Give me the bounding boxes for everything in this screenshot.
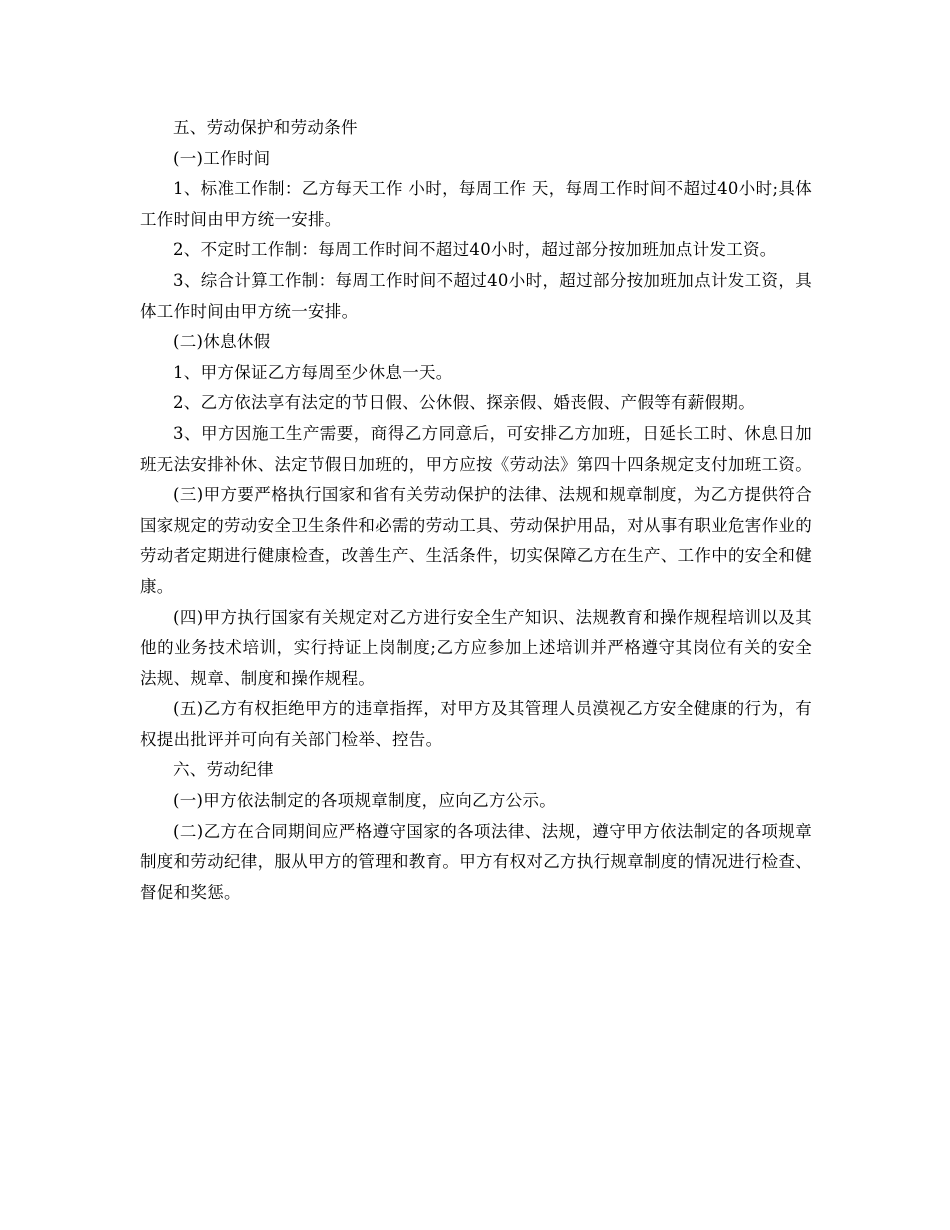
paragraph-paid-leave: 2、乙方依法享有法定的节日假、公休假、探亲假、婚丧假、产假等有薪假期。 bbox=[173, 393, 755, 413]
paragraph-safety-conditions: (三)甲方要严格执行国家和省有关劳动保护的法律、法规和规章制度，为乙方提供符合国家规定的劳动安全卫生条件和必需的劳动工具、劳动保护用品，对从事有职业危害作业的劳动者定期进行健康检查，改善生产、生活条件，切实保障乙方在生产、工作中的安全和健康。 bbox=[140, 485, 812, 596]
section-heading-labor-discipline: 六、劳动纪律 bbox=[173, 760, 274, 780]
document-page bbox=[140, 113, 812, 908]
paragraph-safety-training: (四)甲方执行国家有关规定对乙方进行安全生产知识、法规教育和操作规程培训以及其他的业务技术培训，实行持证上岗制度;乙方应参加上述培训并严格遵守其岗位有关的安全法规、规章、制度和操作规程。 bbox=[140, 607, 812, 688]
paragraph-weekly-rest: 1、甲方保证乙方每周至少休息一天。 bbox=[173, 362, 453, 382]
subsection-heading-working-hours: (一)工作时间 bbox=[173, 148, 271, 168]
paragraph-refuse-violations: (五)乙方有权拒绝甲方的违章指挥，对甲方及其管理人员漠视乙方安全健康的行为，有权提出批评并可向有关部门检举、控告。 bbox=[140, 699, 812, 749]
paragraph-comprehensive-hours: 3、综合计算工作制：每周工作时间不超过40小时，超过部分按加班加点计发工资，具体工作时间由甲方统一安排。 bbox=[140, 270, 812, 321]
paragraph-rules-publication: (一)甲方依法制定的各项规章制度，应向乙方公示。 bbox=[173, 791, 557, 811]
paragraph-compliance: (二)乙方在合同期间应严格遵守国家的各项法律、法规，遵守甲方依法制定的各项规章制度和劳动纪律，服从甲方的管理和教育。甲方有权对乙方执行规章制度的情况进行检查、督促和奖惩。 bbox=[140, 821, 812, 902]
subsection-heading-rest-leave: (二)休息休假 bbox=[173, 332, 271, 352]
paragraph-standard-hours: 1、标准工作制：乙方每天工作 小时，每周工作 天，每周工作时间不超过40小时;具体工作时间由甲方统一安排。 bbox=[140, 179, 812, 229]
paragraph-overtime-pay: 3、甲方因施工生产需要，商得乙方同意后，可安排乙方加班，日延长工时、休息日加班无法安排补休、法定节假日加班的，甲方应按《劳动法》第四十四条规定支付加班工资。 bbox=[140, 423, 812, 474]
section-heading-labor-protection: 五、劳动保护和劳动条件 bbox=[173, 118, 358, 137]
paragraph-flexible-hours: 2、不定时工作制：每周工作时间不超过40小时，超过部分按加班加点计发工资。 bbox=[173, 240, 777, 260]
